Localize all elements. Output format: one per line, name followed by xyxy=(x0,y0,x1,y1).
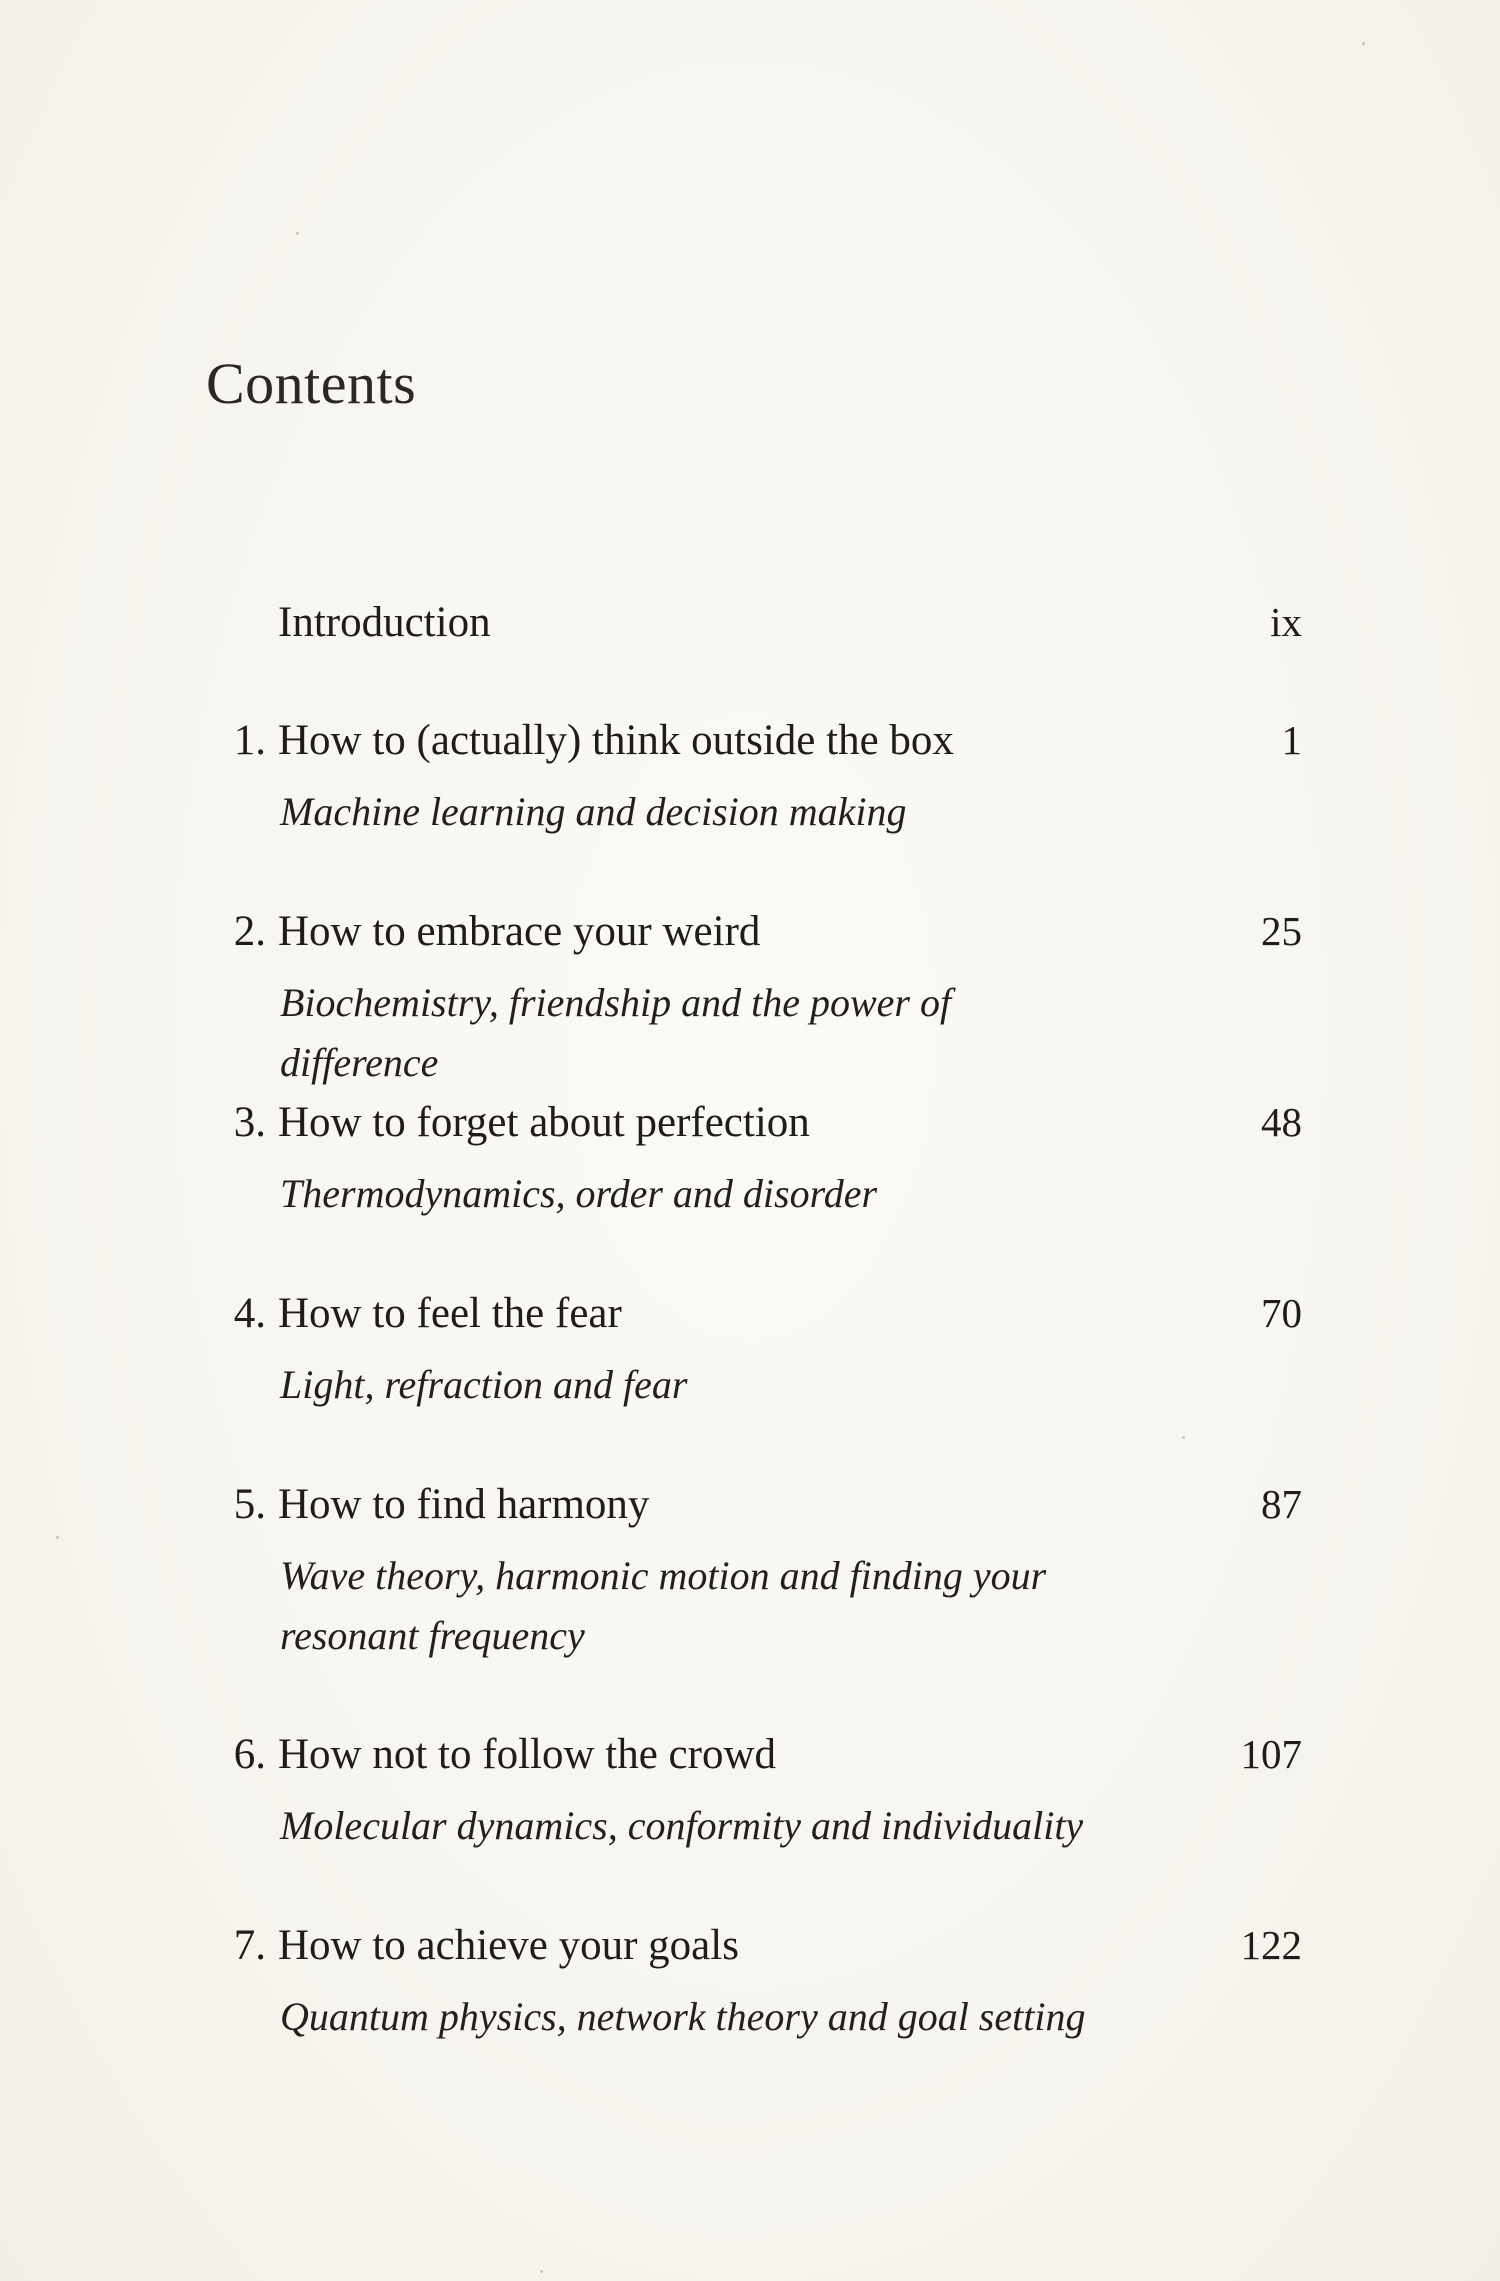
chapter-subtitle: Biochemistry, friendship and the power of difference xyxy=(280,980,952,1085)
chapter-title: How to feel the fear xyxy=(278,1290,622,1337)
chapter-number: 4. xyxy=(233,1290,266,1337)
chapter-page: 25 xyxy=(1261,908,1302,954)
chapter-subtitle: Light, refraction and fear xyxy=(280,1362,688,1407)
chapter-page: 70 xyxy=(1261,1290,1302,1336)
chapter-page: 87 xyxy=(1261,1481,1302,1527)
paper-speck xyxy=(56,1536,59,1539)
chapter-page: 1 xyxy=(1281,717,1302,763)
chapter-page: 122 xyxy=(1240,1922,1302,1968)
chapter-subtitle: Quantum physics, network theory and goal setting xyxy=(280,1994,1086,2039)
chapter-number: 3. xyxy=(233,1099,266,1146)
chapter-number: 5. xyxy=(233,1481,266,1528)
chapter-subtitle: Wave theory, harmonic motion and finding your resonant frequency xyxy=(280,1553,1047,1658)
toc-entry-page: ix xyxy=(1270,599,1302,645)
paper-speck xyxy=(1362,42,1365,45)
chapter-title: How not to follow the crowd xyxy=(278,1731,777,1778)
chapter-subtitle: Machine learning and decision making xyxy=(280,789,907,834)
chapter-page: 107 xyxy=(1240,1731,1302,1777)
chapter-number: 1. xyxy=(233,717,266,764)
chapter-page: 48 xyxy=(1261,1099,1302,1145)
chapter-number: 6. xyxy=(233,1731,266,1778)
chapter-subtitle: Thermodynamics, order and disorder xyxy=(280,1171,878,1216)
chapter-title: How to (actually) think outside the box xyxy=(278,717,954,764)
chapter-number: 7. xyxy=(233,1922,266,1969)
paper-speck xyxy=(540,2270,543,2273)
chapter-title: How to embrace your weird xyxy=(278,908,761,955)
chapter-subtitle: Molecular dynamics, conformity and individuality xyxy=(280,1803,1084,1848)
paper-speck xyxy=(1182,1436,1185,1439)
chapter-title: How to forget about perfection xyxy=(278,1099,810,1146)
chapter-title: How to achieve your goals xyxy=(278,1922,739,1969)
chapter-number: 2. xyxy=(233,908,266,955)
paper-speck xyxy=(296,232,299,235)
chapter-title: How to find harmony xyxy=(278,1481,650,1528)
toc-entry-title: Introduction xyxy=(278,599,491,646)
page-title: Contents xyxy=(206,351,417,416)
